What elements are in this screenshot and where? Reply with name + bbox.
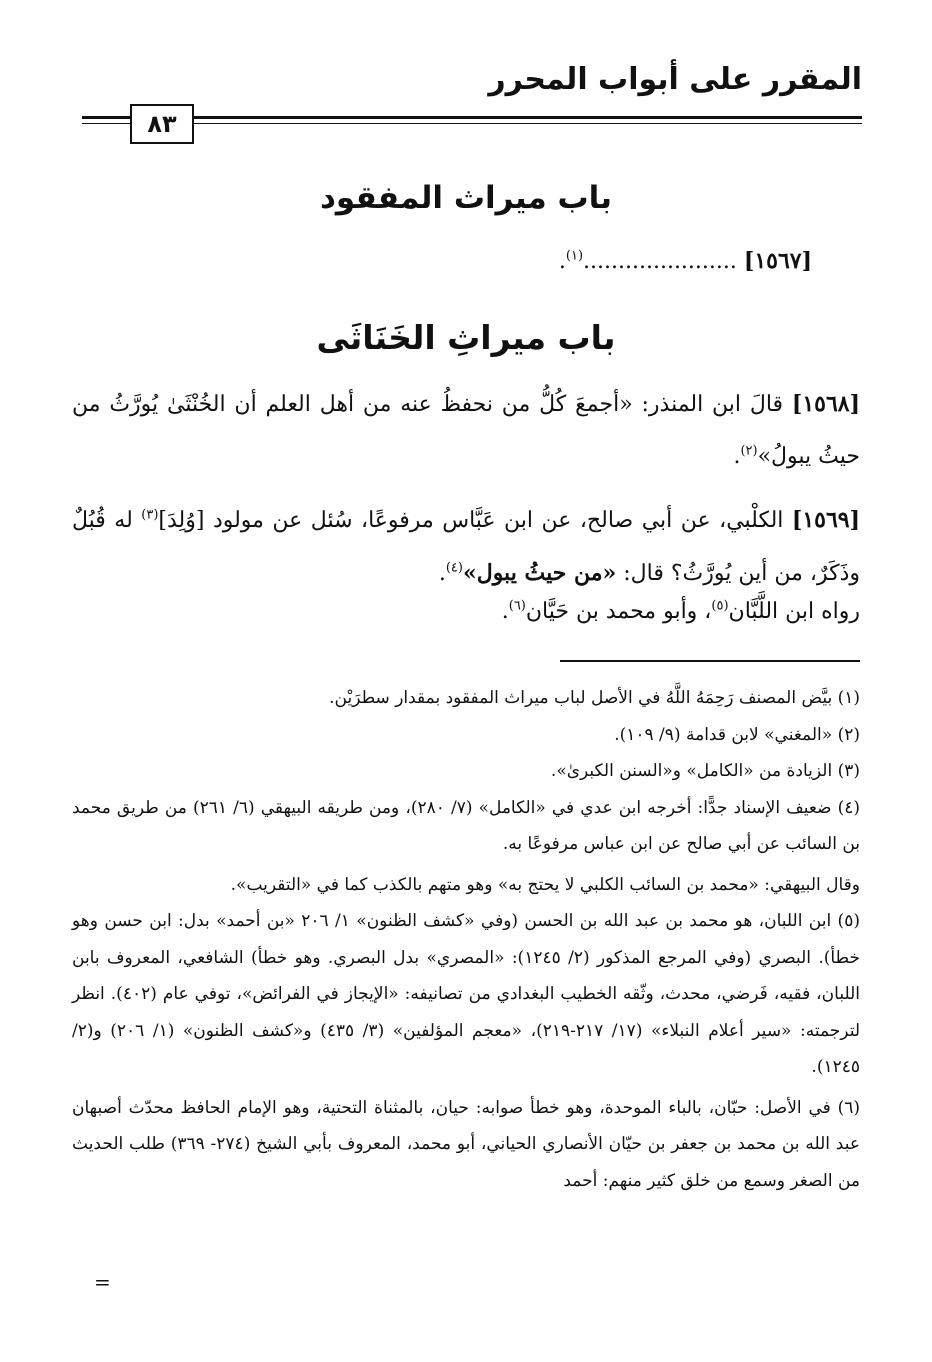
footnote-ref: (٢) — [740, 443, 758, 459]
footnote-ref: (٦) — [508, 598, 526, 614]
entry-number: [١٥٦٧] — [743, 248, 812, 274]
punctuation: . — [438, 561, 446, 586]
footnote-1: (١) بيَّض المصنف رَحِمَهُ اللَّهُ في الأصل لباب ميراث المفقود بمقدار سطرَيْن. — [329, 688, 860, 708]
entry-number: [١٥٦٩] — [791, 507, 860, 533]
footnote-ref: (٣) — [141, 507, 159, 523]
entry-number: [١٥٦٨] — [791, 391, 860, 417]
header-rule-thin — [82, 123, 862, 124]
punctuation: . — [733, 444, 741, 469]
footnote-4-continued: وقال البيهقي: «محمد بن السائب الكلبي لا يحتج به» وهو متهم بالكذب كما في «التقريب». — [230, 874, 860, 895]
hadith-quote: «من حيثُ يبول» — [462, 560, 617, 586]
header-rule — [82, 116, 862, 119]
footnote-2: (٢) «المغني» لابن قدامة (٩/ ١٠٩). — [614, 724, 860, 745]
footnote-ref: (٥) — [711, 598, 729, 614]
paragraph-text: له قُبُلٌ وذَكَرٌ، من أين يُورَّثُ؟ قال: — [72, 508, 860, 586]
continuation-mark: = — [94, 1270, 111, 1294]
blank-dots: ...................... — [583, 249, 737, 274]
section-heading-missing-person: باب ميراث المفقود — [320, 180, 612, 216]
footnote-6: (٦) في الأصل: حبّان، بالباء الموحدة، وهو خطأ صوابه: حيان، بالمثناة التحتية، وهو الإمام الحافظ محدّث أصبهان عبد الله بن محمد بن جعفر بن حيّان الأنصاري الحياني، أبو محمد، المعروف بأبي الشيخ (٢٧٤- ٣٦٩) طلب الحديث من الصغر وسمع من خلق كثير منهم: أحمد — [72, 1097, 860, 1191]
paragraph-text: قالَ ابن المنذر: «أجمعَ كُلُّ من نحفظُ عنه من أهل العلم أن الخُنْثَىٰ يُورَّثُ من حيثُ يبولُ» — [72, 392, 860, 469]
footnote-4: (٤) ضعيف الإسناد جدًّا: أخرجه ابن عدي في «الكامل» (٧/ ٢٨٠)، ومن طريقه البيهقي (٦/ ٢٦١) من طريق محمد بن السائب عن أبي صالح عن ابن عباس مرفوعًا به. — [72, 797, 860, 854]
paragraph-1568 — [72, 378, 860, 483]
narration-line — [72, 586, 860, 638]
paragraph-text: الكلْبي، عن أبي صالح، عن ابن عَبَّاس مرفوعًا، سُئل عن مولود [وُلِدَ] — [158, 508, 792, 533]
footnote-separator — [560, 660, 860, 662]
footnotes — [72, 680, 860, 1199]
footnote-3: (٣) الزيادة من «الكامل» و«السنن الكبرىٰ». — [550, 761, 860, 781]
punctuation: . — [558, 249, 566, 274]
footnote-ref: (١) — [565, 248, 584, 264]
footnote-5: (٥) ابن اللبان، هو محمد بن عبد الله بن الحسن (وفي «كشف الظنون» ١/ ٢٠٦ «بن أحمد» بدل: ابن حسن وهو خطأ). البصري (وفي المرجع المذكور (٢/ ١٢٤٥): «المصري» بدل البصري. وهو خطأ) الشافعي، المعروف بابن اللبان، فقيه، فَرضي، محدث، وثّقه الخطيب البغدادي من تصانيفه: «الإيجاز في الفرائض»، توفي عام (٤٠٢). انظر لترجمته: «سير أعلام النبلاء» (١٧/ ٢١٧-٢١٩)، «معجم المؤلفين» (٣/ ٤٣٥) و«كشف الظنون» (١/ ٢٠٦) و(٢/ ١٢٤٥). — [72, 911, 860, 1077]
running-title: المقرر على أبواب المحرر — [488, 62, 862, 97]
section-heading-hermaphrodite: باب ميراثِ الخَنَاثَى — [316, 318, 616, 357]
entry-1567 — [559, 248, 812, 274]
paragraph-1569 — [72, 494, 860, 600]
page-number: ٨٣ — [130, 104, 194, 144]
footnote-ref: (٤) — [445, 560, 463, 576]
paragraph-text: رواه ابن اللَّبَّان — [728, 599, 860, 624]
punctuation: . — [501, 599, 509, 624]
paragraph-text: ، وأبو محمد بن حَيَّان — [525, 599, 712, 624]
